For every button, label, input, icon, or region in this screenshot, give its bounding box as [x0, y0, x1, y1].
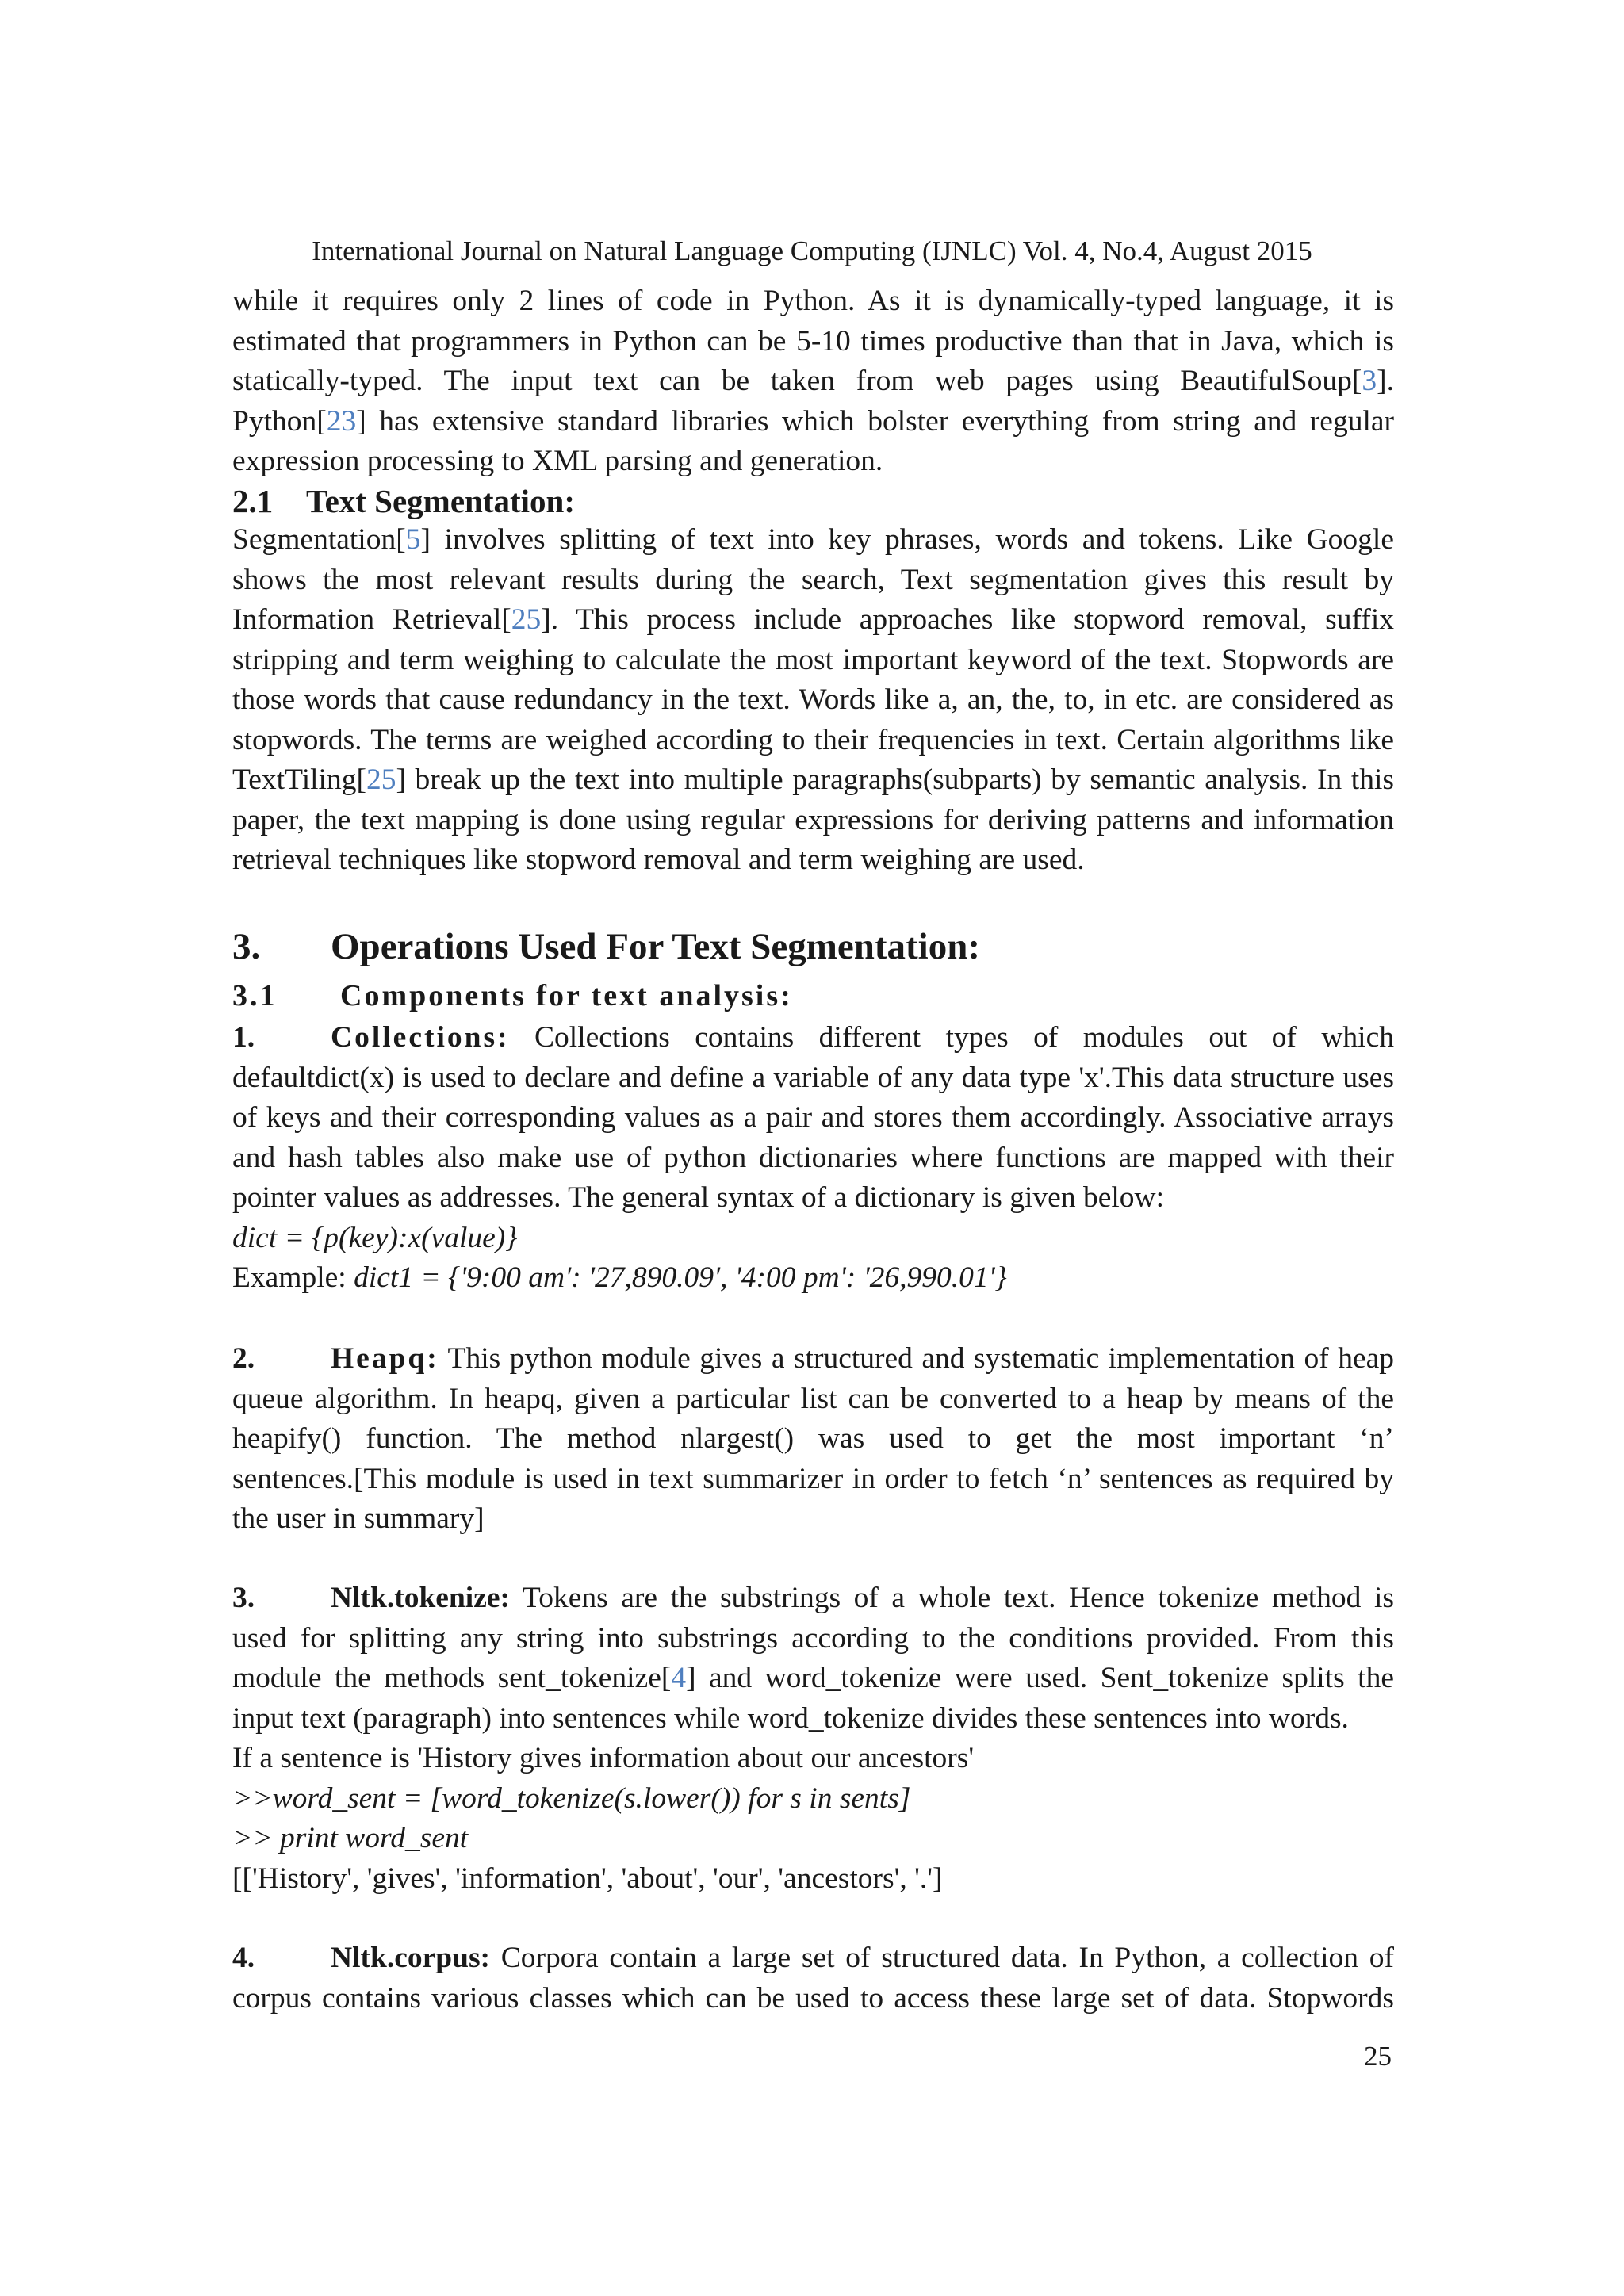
- sec21-line-2: shows the most relevant results during the search, Text segmentation gives this result by: [232, 563, 1394, 596]
- dict-example: Example: dict1 = {'9:00 am': '27,890.09', '4:00 pm': '26,990.01'}: [232, 1261, 1007, 1294]
- item2-line-4: sentences.[This module is used in text summarizer in order to fetch ‘n’ sentences as required by: [232, 1462, 1394, 1495]
- item1-line-4: and hash tables also make use of python dictionaries where functions are mapped with their: [232, 1141, 1394, 1174]
- item1-line-1: 1. Collections: Collections contains different types of modules out of which: [232, 1018, 1394, 1058]
- item2-line-1: 2. Heapq: This python module gives a structured and systematic implementation of heap: [232, 1339, 1394, 1380]
- dict-syntax: dict = {p(key):x(value)}: [232, 1221, 518, 1254]
- section-title: Components for text analysis:: [340, 979, 793, 1012]
- item2-line-2: queue algorithm. In heapq, given a particular list can be converted to a heap by means of the: [232, 1382, 1394, 1415]
- intro-line-5: expression processing to XML parsing and generation.: [232, 445, 883, 477]
- item-label: Nltk.corpus:: [331, 1942, 491, 1974]
- item-number: 2.: [232, 1342, 255, 1375]
- item3-line-3: module the methods sent_tokenize[4] and word_tokenize were used. Sent_tokenize splits the: [232, 1662, 1394, 1694]
- sec21-line-5: those words that cause redundancy in the text. Words like a, an, the, to, in etc. are considered as: [232, 683, 1394, 716]
- item1-line-2: defaultdict(x) is used to declare and define a variable of any data type 'x'.This data structure uses: [232, 1061, 1394, 1094]
- item-label: Nltk.tokenize:: [331, 1582, 511, 1614]
- item3-line-4: input text (paragraph) into sentences while word_tokenize divides these sentences into words.: [232, 1701, 1349, 1735]
- item1-line-5: pointer values as addresses. The general syntax of a dictionary is given below:: [232, 1181, 1165, 1214]
- item-nltk-corpus: [232, 1938, 1394, 2019]
- item3-line-5: If a sentence is 'History gives information about our ancestors': [232, 1742, 975, 1774]
- item4-line-2: corpus contains various classes which can be used to access these large set of data. Stopwords: [232, 1981, 1394, 2015]
- sec21-line-3: Information Retrieval[25]. This process include approaches like stopword removal, suffix: [232, 603, 1394, 636]
- item-nltk-tokenize: [232, 1578, 1394, 1899]
- item-heapq: [232, 1339, 1394, 1540]
- code-line-1: >>word_sent = [word_tokenize(s.lower()) for s in sents]: [232, 1781, 911, 1815]
- code-line-2: >> print word_sent: [232, 1822, 469, 1854]
- intro-line-1: while it requires only 2 lines of code in Python. As it is dynamically-typed language, it is: [232, 285, 1394, 317]
- page-number: 25: [1364, 2041, 1392, 2072]
- section-2-1-paragraph: [232, 520, 1394, 881]
- item1-line-3: of keys and their corresponding values as a pair and stores them accordingly. Associative arrays: [232, 1101, 1394, 1134]
- item2-line-3: heapify() function. The method nlargest() was used to get the most important ‘n’: [232, 1422, 1394, 1455]
- sec21-line-6: stopwords. The terms are weighed according to their frequencies in text. Certain algorithms like: [232, 723, 1394, 756]
- citation-link[interactable]: 25: [366, 763, 396, 796]
- item-label: Heapq:: [331, 1342, 439, 1375]
- section-title: Operations Used For Text Segmentation:: [331, 926, 981, 967]
- item2-line-5: the user in summary]: [232, 1502, 485, 1535]
- code-output: [['History', 'gives', 'information', 'about', 'our', 'ancestors', '.']: [232, 1862, 943, 1895]
- sec21-line-9: retrieval techniques like stopword removal and term weighing are used.: [232, 844, 1085, 876]
- intro-line-2: estimated that programmers in Python can be 5-10 times productive than that in Java, which is: [232, 324, 1394, 358]
- sec21-line-8: paper, the text mapping is done using regular expressions for deriving patterns and information: [232, 803, 1394, 836]
- intro-line-4: Python[23] has extensive standard libraries which bolster everything from string and regular: [232, 404, 1394, 438]
- sec21-line-4: stripping and term weighing to calculate the most important keyword of the text. Stopwords are: [232, 643, 1394, 676]
- section-3-1-heading: [232, 976, 1394, 1016]
- citation-link[interactable]: 23: [326, 404, 357, 438]
- item3-line-2: used for splitting any string into substrings according to the conditions provided. From this: [232, 1621, 1394, 1655]
- section-number: 3.: [232, 926, 261, 967]
- section-3-heading: [232, 924, 1394, 969]
- item-number: 3.: [232, 1582, 255, 1614]
- section-number: 2.1: [232, 483, 274, 519]
- citation-link[interactable]: 4: [671, 1662, 687, 1694]
- citation-link[interactable]: 5: [405, 523, 421, 556]
- running-header: International Journal on Natural Language Computing (IJNLC) Vol. 4, No.4, August 2015: [312, 235, 1312, 266]
- intro-paragraph: [232, 281, 1394, 482]
- item4-line-1: 4. Nltk.corpus: Corpora contain a large set of structured data. In Python, a collection of: [232, 1938, 1394, 1979]
- item-number: 4.: [232, 1942, 255, 1974]
- sec21-line-1: Segmentation[5] involves splitting of text into key phrases, words and tokens. Like Google: [232, 523, 1394, 556]
- section-title: Text Segmentation:: [306, 483, 575, 519]
- item-number: 1.: [232, 1021, 255, 1054]
- intro-line-3: statically-typed. The input text can be taken from web pages using BeautifulSoup[3].: [232, 365, 1394, 397]
- item-label: Collections:: [331, 1021, 510, 1054]
- item3-line-1: 3. Nltk.tokenize: Tokens are the substrings of a whole text. Hence tokenize method is: [232, 1578, 1394, 1619]
- section-number: 3.1: [232, 979, 278, 1012]
- citation-link[interactable]: 25: [511, 603, 542, 636]
- sec21-line-7: TextTiling[25] break up the text into multiple paragraphs(subparts) by semantic analysis. In this: [232, 763, 1394, 796]
- section-2-1-heading: [232, 481, 1394, 521]
- item-collections: [232, 1018, 1394, 1299]
- citation-link[interactable]: 3: [1362, 365, 1377, 397]
